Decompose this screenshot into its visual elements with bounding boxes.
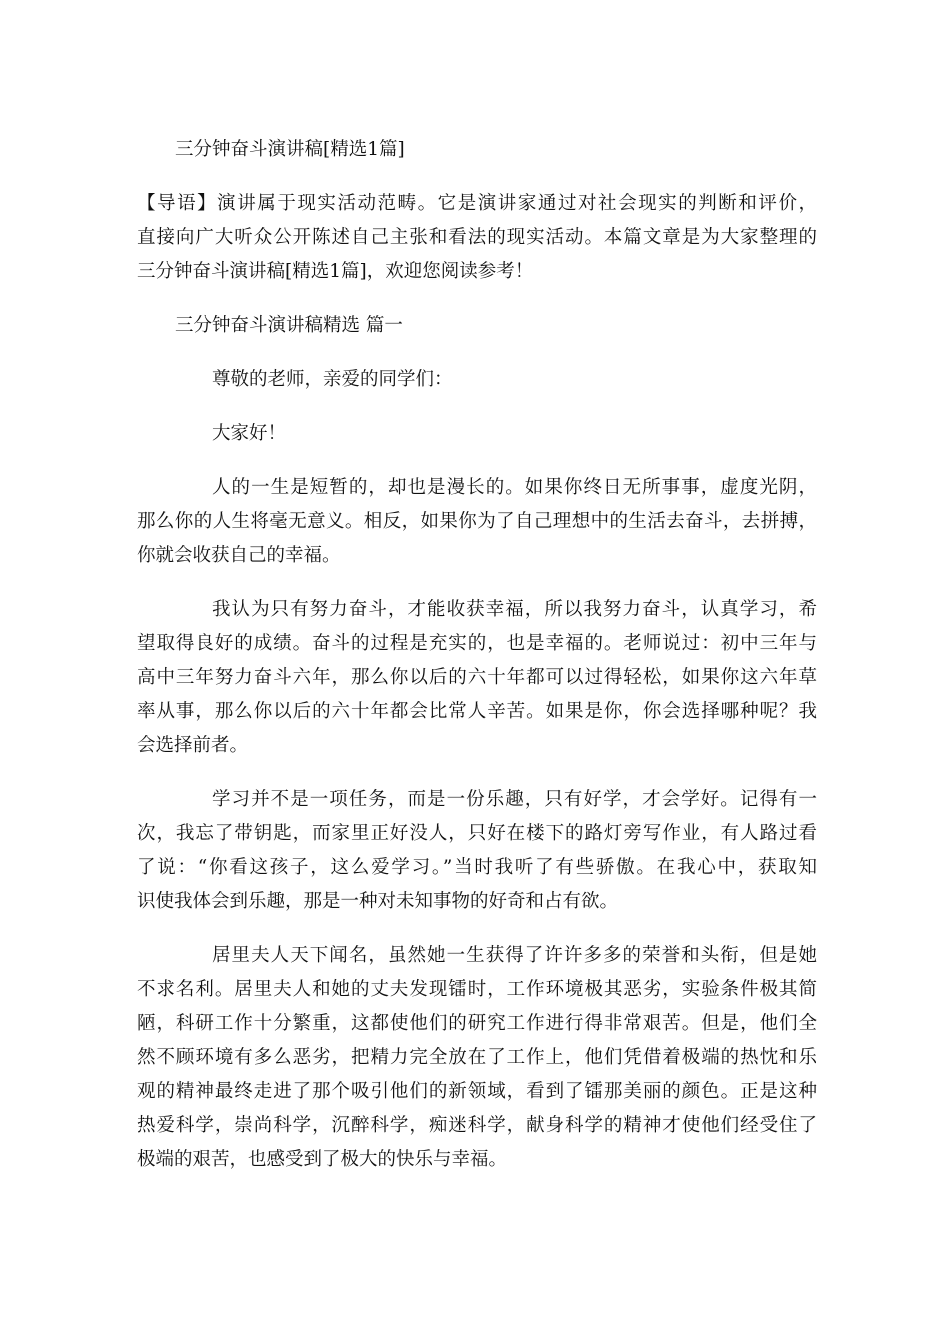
- paragraph-line: 人的一生是短暂的，却也是漫长的。如果你终日无所事事，虚度光阴，: [212, 477, 817, 498]
- paragraph-line: 望取得良好的成绩。奋斗的过程是充实的，也是幸福的。老师说过：初中三年与: [137, 633, 817, 654]
- greeting: 大家好！: [212, 423, 287, 444]
- intro-line: 【导语】演讲属于现实活动范畴。它是演讲家通过对社会现实的判断和评价，: [137, 193, 817, 214]
- paragraph-line: 然不顾环境有多么恶劣，把精力完全放在了工作上，他们凭借着极端的热忱和乐: [137, 1047, 817, 1068]
- section-heading: 三分钟奋斗演讲稿精选 篇一: [175, 315, 403, 336]
- intro-line: 直接向广大听众公开陈述自己主张和看法的现实活动。本篇文章是为大家整理的: [137, 227, 817, 248]
- paragraph-line: 极端的艰苦，也感受到了极大的快乐与幸福。: [137, 1149, 508, 1170]
- paragraph-line: 识使我体会到乐趣，那是一种对未知事物的好奇和占有欲。: [137, 891, 619, 912]
- paragraph-line: 热爱科学，崇尚科学，沉醉科学，痴迷科学，献身科学的精神才使他们经受住了: [137, 1115, 817, 1136]
- paragraph-line: 率从事，那么你以后的六十年都会比常人辛苦。如果是你，你会选择哪种呢？我: [137, 701, 817, 722]
- intro-line: 三分钟奋斗演讲稿[精选1篇]，欢迎您阅读参考！: [137, 261, 534, 282]
- paragraph-line: 那么你的人生将毫无意义。相反，如果你为了自己理想中的生活去奋斗，去拼搏，: [137, 511, 817, 532]
- paragraph-line: 陋，科研工作十分繁重，这都使他们的研究工作进行得非常艰苦。但是，他们全: [137, 1013, 817, 1034]
- salutation: 尊敬的老师，亲爱的同学们：: [212, 369, 453, 390]
- paragraph-line: 次，我忘了带钥匙，而家里正好没人，只好在楼下的路灯旁写作业，有人路过看: [137, 823, 817, 844]
- paragraph-line: 高中三年努力奋斗六年，那么你以后的六十年都可以过得轻松，如果你这六年草: [137, 667, 817, 688]
- paragraph-line: 我认为只有努力奋斗，才能收获幸福，所以我努力奋斗，认真学习，希: [212, 599, 817, 620]
- paragraph-line: 学习并不是一项任务，而是一份乐趣，只有好学，才会学好。记得有一: [212, 789, 817, 810]
- paragraph-line: 观的精神最终走进了那个吸引他们的新领域，看到了镭那美丽的颜色。正是这种: [137, 1081, 817, 1102]
- paragraph-line: 不求名利。居里夫人和她的丈夫发现镭时，工作环境极其恶劣，实验条件极其简: [137, 979, 817, 1000]
- paragraph-line: 你就会收获自己的幸福。: [137, 545, 341, 566]
- paragraph-line: 居里夫人天下闻名，虽然她一生获得了许许多多的荣誉和头衔，但是她: [212, 945, 817, 966]
- paragraph-line: 了说：“你看这孩子，这么爱学习。”当时我听了有些骄傲。在我心中，获取知: [137, 857, 817, 878]
- document-title: 三分钟奋斗演讲稿[精选1篇]: [175, 139, 405, 160]
- paragraph-line: 会选择前者。: [137, 735, 249, 756]
